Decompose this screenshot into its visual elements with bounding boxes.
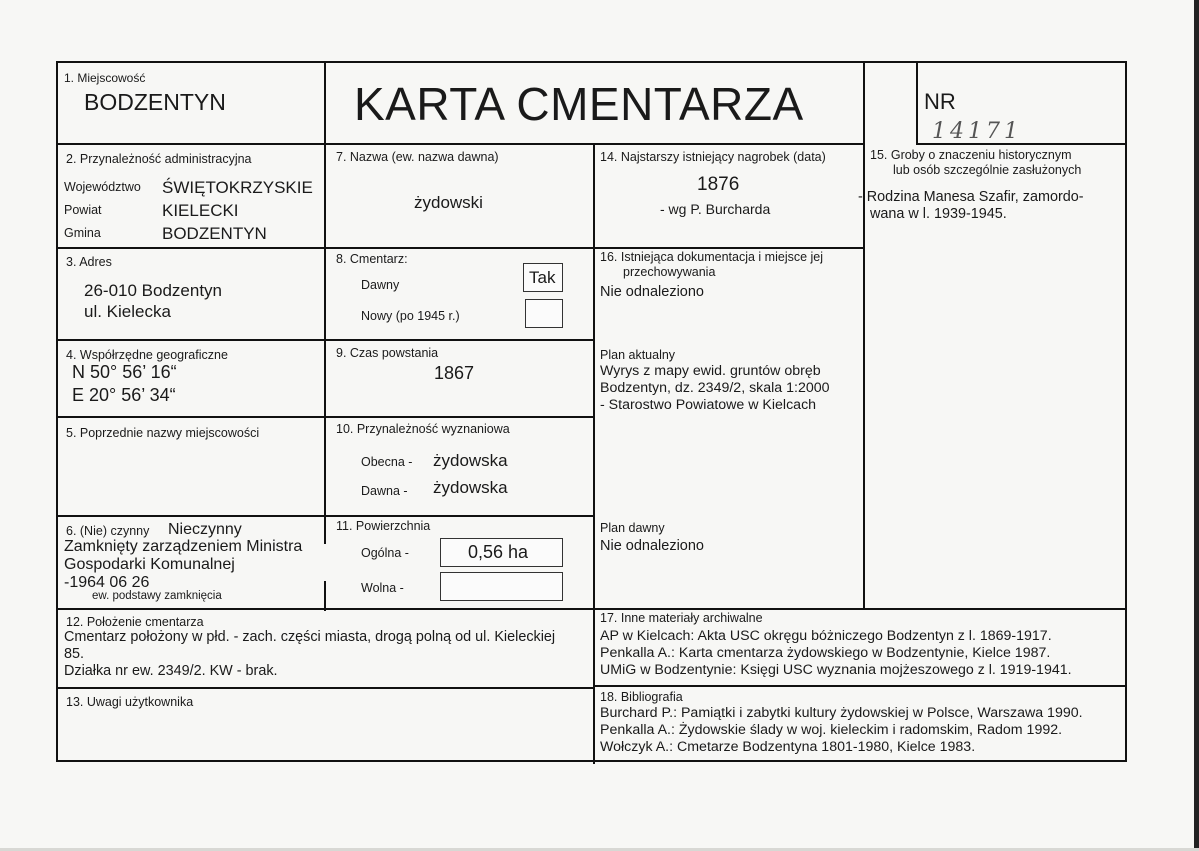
f18-label: 18. Bibliografia	[600, 690, 683, 704]
f16-plan-akt-label: Plan aktualny	[600, 348, 676, 362]
f2-pow-value: KIELECKI	[162, 201, 239, 220]
f1-label: 1. Miejscowość	[64, 71, 146, 85]
f15-label-2: lub osób szczególnie zasłużonych	[893, 163, 1082, 177]
line-col1	[324, 63, 326, 544]
line-header-bottom	[58, 143, 863, 145]
f2-label: 2. Przynależność administracyjna	[66, 152, 252, 166]
line-row-f	[593, 685, 1127, 687]
f12-line3: Działka nr ew. 2349/2. KW - brak.	[64, 663, 278, 679]
f11-ogolna-value: 0,56 ha	[468, 542, 529, 562]
f8-label: 8. Cmentarz:	[336, 252, 408, 266]
line-col2	[593, 143, 595, 764]
cemetery-card-form	[56, 61, 1127, 762]
f11-ogolna-label: Ogólna -	[361, 546, 409, 560]
f17-label: 17. Inne materiały archiwalne	[600, 611, 763, 625]
f4-east: E 20° 56’ 34“	[72, 385, 176, 405]
line-row-c	[58, 416, 594, 418]
f8-nowy-label: Nowy (po 1945 r.)	[361, 309, 460, 323]
f6-label: 6. (Nie) czynny	[66, 524, 150, 538]
line-row-a2	[593, 247, 864, 249]
f2-pow-label: Powiat	[64, 203, 102, 217]
line-row-d	[58, 515, 594, 517]
f14-label: 14. Najstarszy istniejący nagrobek (data)	[600, 150, 826, 164]
f16-value: Nie odnaleziono	[600, 284, 704, 300]
f4-north: N 50° 56’ 16“	[72, 362, 177, 382]
f14-value: 1876	[697, 174, 740, 195]
f6-line2: Zamknięty zarządzeniem Ministra	[64, 538, 303, 555]
f10-obecna-label: Obecna -	[361, 455, 413, 469]
f16-plan-akt-2: Bodzentyn, dz. 2349/2, skala 1:2000	[600, 380, 830, 396]
line-row-g	[58, 687, 594, 689]
f16-label-1: 16. Istniejąca dokumentacja i miejsce jej	[600, 250, 824, 264]
f3-line1: 26-010 Bodzentyn	[84, 281, 222, 300]
f15-line1: - Rodzina Manesa Szafir, zamordo-	[858, 189, 1084, 205]
f12-label: 12. Położenie cmentarza	[66, 615, 204, 629]
f18-line2: Penkalla A.: Żydowskie ślady w woj. kieleckim i radomskim, Radom 1992.	[600, 722, 1063, 738]
f6-sublabel: ew. podstawy zamknięcia	[92, 590, 222, 602]
f13-label: 13. Uwagi użytkownika	[66, 695, 194, 709]
f17-line1: AP w Kielcach: Akta USC okręgu bóżniczego Bodzentyn z l. 1869-1917.	[600, 628, 1052, 644]
f3-label: 3. Adres	[66, 255, 112, 269]
f1-value: BODZENTYN	[84, 89, 226, 115]
f17-line2: Penkalla A.: Karta cmentarza żydowskiego w Bodzentynie, Kielce 1987.	[600, 645, 1051, 661]
f16-plan-akt-3: - Starostwo Powiatowe w Kielcach	[600, 397, 817, 413]
f9-value: 1867	[434, 363, 475, 383]
f12-line2: 85.	[64, 646, 85, 662]
f18-line1: Burchard P.: Pamiątki i zabytki kultury żydowskiej w Polsce, Warszawa 1990.	[600, 705, 1083, 721]
f12-line1: Cmentarz położony w płd. - zach. części miasta, drogą polną od ul. Kieleckiej	[64, 629, 556, 645]
f7-label: 7. Nazwa (ew. nazwa dawna)	[336, 150, 499, 164]
f8-dawny-label: Dawny	[361, 278, 400, 292]
nr-label: NR	[924, 89, 956, 114]
f4-label: 4. Współrzędne geograficzne	[66, 348, 228, 362]
f7-value: żydowski	[414, 193, 483, 212]
f8-dawny-box	[523, 263, 563, 292]
f5-label: 5. Poprzednie nazwy miejscowości	[66, 426, 260, 440]
f16-plan-daw-label: Plan dawny	[600, 521, 665, 535]
f8-dawny-value: Tak	[529, 268, 556, 287]
f6-line4: -1964 06 26	[64, 574, 150, 591]
f8-nowy-box	[525, 299, 563, 328]
scan-edge	[1194, 0, 1199, 851]
f10-label: 10. Przynależność wyznaniowa	[336, 422, 510, 436]
f16-plan-daw-value: Nie odnaleziono	[600, 538, 704, 554]
f2-woj-value: ŚWIĘTOKRZYSKIE	[162, 178, 313, 197]
line-col-nr	[916, 63, 918, 144]
f11-wolna-label: Wolna -	[361, 581, 404, 595]
f2-woj-label: Województwo	[64, 180, 141, 194]
line-row-e	[58, 608, 1127, 610]
line-col1b	[324, 581, 326, 611]
f10-dawna-value: żydowska	[433, 478, 508, 497]
f18-line3: Wołczyk A.: Cmetarze Bodzentyna 1801-1980, Kielce 1983.	[600, 739, 976, 755]
f16-plan-akt-1: Wyrys z mapy ewid. gruntów obręb	[600, 363, 821, 379]
f9-label: 9. Czas powstania	[336, 346, 439, 360]
f10-obecna-value: żydowska	[433, 451, 508, 470]
f2-gm-value: BODZENTYN	[162, 224, 267, 243]
page-title: KARTA CMENTARZA	[354, 78, 804, 130]
f3-line2: ul. Kielecka	[84, 302, 171, 321]
nr-value-handwritten: 14171	[932, 119, 1022, 144]
f11-label: 11. Powierzchnia	[336, 519, 431, 533]
f15-line2: wana w l. 1939-1945.	[870, 206, 1007, 222]
f10-dawna-label: Dawna -	[361, 484, 408, 498]
f11-wolna-box	[440, 572, 563, 601]
f16-label-2: przechowywania	[623, 265, 716, 279]
f6-line3: Gospodarki Komunalnej	[64, 556, 235, 573]
f15-label-1: 15. Groby o znaczeniu historycznym	[870, 148, 1072, 162]
f11-ogolna-box	[440, 538, 563, 567]
line-row-a	[58, 247, 594, 249]
f6-value: Nieczynny	[168, 521, 242, 538]
f2-gm-label: Gmina	[64, 226, 101, 240]
f14-sub: - wg P. Burcharda	[660, 201, 771, 217]
line-row-b	[58, 339, 594, 341]
f17-line3: UMiG w Bodzentynie: Księgi USC wyznania mojżeszowego z l. 1919-1941.	[600, 662, 1072, 678]
line-col3	[863, 63, 865, 608]
